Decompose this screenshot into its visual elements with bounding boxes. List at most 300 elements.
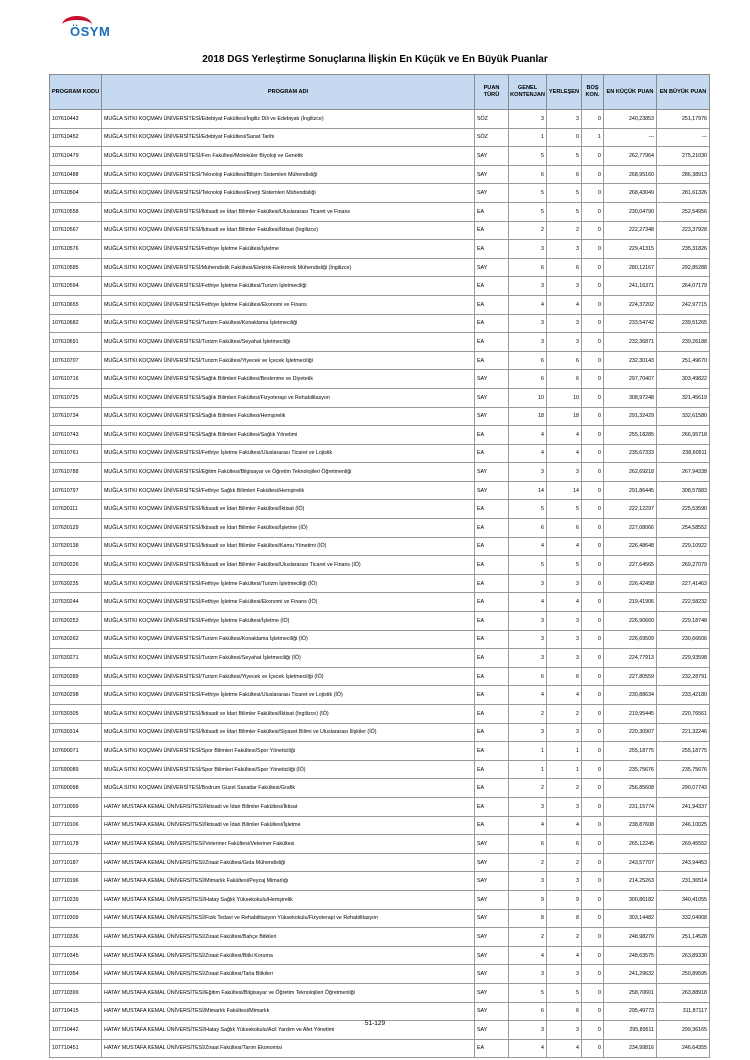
table-row	[50, 630, 710, 649]
quota-cell: 3	[509, 110, 547, 129]
max-score-cell: 235,75676	[657, 760, 710, 779]
score-type-cell: EA	[475, 760, 509, 779]
min-score-cell: 219,95445	[604, 705, 657, 724]
max-score-cell: 238,60511	[657, 444, 710, 463]
table-row	[50, 556, 710, 575]
empty-quota-cell: 0	[582, 909, 604, 928]
program-code-cell: 107630129	[50, 519, 102, 538]
min-score-cell: 291,32429	[604, 407, 657, 426]
table-row	[50, 165, 710, 184]
max-score-cell: 229,93598	[657, 649, 710, 668]
program-name-cell: HATAY MUSTAFA KEMAL ÜNİVERSİTESİ/Hatay Sağlık Yüksekokulu/Acil Yardım ve Afet Yönetimi	[102, 1021, 475, 1040]
max-score-cell: 229,10922	[657, 537, 710, 556]
score-type-cell: EA	[475, 816, 509, 835]
empty-quota-cell: 0	[582, 314, 604, 333]
quota-cell: 18	[509, 407, 547, 426]
program-name-cell: MUĞLA SITKI KOÇMAN ÜNİVERSİTESİ/Teknoloji Fakültesi/Bilişim Sistemleri Mühendisliği	[102, 165, 475, 184]
empty-quota-cell: 0	[582, 556, 604, 575]
max-score-cell: 321,45619	[657, 388, 710, 407]
col-yerlesen: YERLEŞEN	[547, 75, 582, 110]
quota-cell: 3	[509, 1021, 547, 1040]
max-score-cell: 292,85288	[657, 258, 710, 277]
program-name-cell: HATAY MUSTAFA KEMAL ÜNİVERSİTESİ/Ziraat Fakültesi/Tarım Ekonomisi	[102, 1039, 475, 1058]
placed-cell: 3	[547, 277, 582, 296]
placed-cell: 3	[547, 797, 582, 816]
placed-cell: 3	[547, 574, 582, 593]
min-score-cell: 235,67333	[604, 444, 657, 463]
min-score-cell: 224,77913	[604, 649, 657, 668]
program-code-cell: 107710106	[50, 816, 102, 835]
quota-cell: 4	[509, 816, 547, 835]
placed-cell: 3	[547, 649, 582, 668]
osym-logo: ÖSYM	[70, 24, 111, 39]
program-code-cell: 107630226	[50, 556, 102, 575]
max-score-cell: 251,17976	[657, 110, 710, 129]
program-code-cell: 107610691	[50, 333, 102, 352]
table-row	[50, 705, 710, 724]
placed-cell: 3	[547, 630, 582, 649]
placed-cell: 8	[547, 909, 582, 928]
quota-cell: 3	[509, 630, 547, 649]
program-code-cell: 107630298	[50, 686, 102, 705]
max-score-cell: 246,10025	[657, 816, 710, 835]
program-code-cell: 107710336	[50, 928, 102, 947]
score-type-cell: SAY	[475, 928, 509, 947]
program-name-cell: MUĞLA SITKI KOÇMAN ÜNİVERSİTESİ/Edebiyat Fakültesi/Sanat Tarihi	[102, 128, 475, 147]
program-name-cell: MUĞLA SITKI KOÇMAN ÜNİVERSİTESİ/Fethiye İşletme Fakültesi/Ekonomi ve Finans (İÖ)	[102, 593, 475, 612]
placed-cell: 6	[547, 165, 582, 184]
table-row	[50, 816, 710, 835]
empty-quota-cell: 0	[582, 110, 604, 129]
placed-cell: 5	[547, 184, 582, 203]
max-score-cell: 290,07743	[657, 779, 710, 798]
table-row	[50, 853, 710, 872]
min-score-cell: 241,29632	[604, 965, 657, 984]
empty-quota-cell: 0	[582, 593, 604, 612]
empty-quota-cell: 0	[582, 426, 604, 445]
empty-quota-cell: 0	[582, 779, 604, 798]
program-name-cell: MUĞLA SITKI KOÇMAN ÜNİVERSİTESİ/Spor Bilimleri Fakültesi/Spor Yöneticiliği (İÖ)	[102, 760, 475, 779]
program-code-cell: 107610594	[50, 277, 102, 296]
min-score-cell: 295,49773	[604, 1002, 657, 1021]
program-name-cell: MUĞLA SITKI KOÇMAN ÜNİVERSİTESİ/Fethiye İşletme Fakültesi/Uluslararası Ticaret ve Lojistik (İÖ)	[102, 686, 475, 705]
quota-cell: 6	[509, 1002, 547, 1021]
min-score-cell: 226,48648	[604, 537, 657, 556]
table-row	[50, 258, 710, 277]
min-score-cell: 232,36871	[604, 333, 657, 352]
table-row	[50, 147, 710, 166]
score-type-cell: SAY	[475, 165, 509, 184]
max-score-cell: 269,27079	[657, 556, 710, 575]
quota-cell: 6	[509, 351, 547, 370]
table-row	[50, 221, 710, 240]
placed-cell: 2	[547, 221, 582, 240]
program-code-cell: 107710399	[50, 983, 102, 1002]
placed-cell: 4	[547, 593, 582, 612]
max-score-cell: 266,95718	[657, 426, 710, 445]
quota-cell: 14	[509, 481, 547, 500]
table-row	[50, 370, 710, 389]
program-name-cell: HATAY MUSTAFA KEMAL ÜNİVERSİTESİ/Ziraat Fakültesi/Tarla Bitkileri	[102, 965, 475, 984]
max-score-cell: 220,76561	[657, 705, 710, 724]
score-type-cell: SAY	[475, 463, 509, 482]
min-score-cell: 227,08066	[604, 519, 657, 538]
empty-quota-cell: 0	[582, 444, 604, 463]
program-name-cell: HATAY MUSTAFA KEMAL ÜNİVERSİTESİ/Eğitim Fakültesi/Bilgisayar ve Öğretim Teknolojileri Öğretmenliği	[102, 983, 475, 1002]
table-row	[50, 426, 710, 445]
program-name-cell: MUĞLA SITKI KOÇMAN ÜNİVERSİTESİ/Teknoloji Fakültesi/Enerji Sistemleri Mühendisliği	[102, 184, 475, 203]
max-score-cell: 275,21030	[657, 147, 710, 166]
min-score-cell: 222,12297	[604, 500, 657, 519]
program-name-cell: MUĞLA SITKI KOÇMAN ÜNİVERSİTESİ/Fethiye Sağlık Bilimleri Fakültesi/Hemşirelik	[102, 481, 475, 500]
quota-cell: 1	[509, 742, 547, 761]
score-type-cell: SAY	[475, 909, 509, 928]
score-type-cell: SAY	[475, 407, 509, 426]
placed-cell: 3	[547, 965, 582, 984]
score-type-cell: EA	[475, 667, 509, 686]
program-code-cell: 107710415	[50, 1002, 102, 1021]
max-score-cell: 223,37928	[657, 221, 710, 240]
program-code-cell: 107710187	[50, 853, 102, 872]
max-score-cell: 242,97715	[657, 295, 710, 314]
placed-cell: 4	[547, 295, 582, 314]
quota-cell: 5	[509, 184, 547, 203]
score-type-cell: EA	[475, 556, 509, 575]
program-code-cell: 107690089	[50, 760, 102, 779]
program-name-cell: MUĞLA SITKI KOÇMAN ÜNİVERSİTESİ/Sağlık Bilimleri Fakültesi/Sağlık Yönetimi	[102, 426, 475, 445]
program-name-cell: MUĞLA SITKI KOÇMAN ÜNİVERSİTESİ/Sağlık Bilimleri Fakültesi/Fizyoterapi ve Rehabilitasyon	[102, 388, 475, 407]
score-type-cell: SAY	[475, 388, 509, 407]
quota-cell: 6	[509, 667, 547, 686]
min-score-cell: 280,12167	[604, 258, 657, 277]
placed-cell: 4	[547, 946, 582, 965]
program-code-cell: 107610558	[50, 202, 102, 221]
quota-cell: 6	[509, 835, 547, 854]
empty-quota-cell: 0	[582, 147, 604, 166]
max-score-cell: 241,94337	[657, 797, 710, 816]
empty-quota-cell: 0	[582, 983, 604, 1002]
program-name-cell: MUĞLA SITKI KOÇMAN ÜNİVERSİTESİ/İktisadi ve İdari Bilimler Fakültesi/Siyaset Bilimi ve Uluslararası İlişkiler (İÖ)	[102, 723, 475, 742]
quota-cell: 8	[509, 909, 547, 928]
score-type-cell: SAY	[475, 946, 509, 965]
quota-cell: 6	[509, 519, 547, 538]
quota-cell: 3	[509, 240, 547, 259]
score-type-cell: EA	[475, 593, 509, 612]
min-score-cell: 224,37202	[604, 295, 657, 314]
score-type-cell: EA	[475, 202, 509, 221]
program-name-cell: MUĞLA SITKI KOÇMAN ÜNİVERSİTESİ/Fethiye İşletme Fakültesi/Turizm İşletmeciliği	[102, 277, 475, 296]
placed-cell: 3	[547, 110, 582, 129]
empty-quota-cell: 0	[582, 184, 604, 203]
min-score-cell: 227,64565	[604, 556, 657, 575]
empty-quota-cell: 0	[582, 797, 604, 816]
max-score-cell: 299,36165	[657, 1021, 710, 1040]
empty-quota-cell: 0	[582, 165, 604, 184]
score-type-cell: SAY	[475, 147, 509, 166]
empty-quota-cell: 0	[582, 574, 604, 593]
table-row	[50, 574, 710, 593]
program-name-cell: HATAY MUSTAFA KEMAL ÜNİVERSİTESİ/Hatay Sağlık Yüksekokulu/Hemşirelik	[102, 890, 475, 909]
program-code-cell: 107710196	[50, 872, 102, 891]
program-code-cell: 107630111	[50, 500, 102, 519]
empty-quota-cell: 0	[582, 835, 604, 854]
program-name-cell: MUĞLA SITKI KOÇMAN ÜNİVERSİTESİ/Fethiye İşletme Fakültesi/İşletme (İÖ)	[102, 612, 475, 631]
empty-quota-cell: 0	[582, 723, 604, 742]
program-code-cell: 107610788	[50, 463, 102, 482]
score-type-cell: SÖZ	[475, 110, 509, 129]
score-type-cell: SAY	[475, 965, 509, 984]
max-score-cell: 235,31826	[657, 240, 710, 259]
program-code-cell: 107630235	[50, 574, 102, 593]
max-score-cell: 251,49670	[657, 351, 710, 370]
program-name-cell: MUĞLA SITKI KOÇMAN ÜNİVERSİTESİ/Sağlık Bilimleri Fakültesi/Beslenme ve Diyetetik	[102, 370, 475, 389]
quota-cell: 3	[509, 649, 547, 668]
table-row	[50, 277, 710, 296]
placed-cell: 10	[547, 388, 582, 407]
program-name-cell: MUĞLA SITKI KOÇMAN ÜNİVERSİTESİ/Turizm Fakültesi/Seyahat İşletmeciliği (İÖ)	[102, 649, 475, 668]
min-score-cell: 268,43049	[604, 184, 657, 203]
score-type-cell: EA	[475, 574, 509, 593]
min-score-cell: 233,54742	[604, 314, 657, 333]
table-row	[50, 835, 710, 854]
score-type-cell: EA	[475, 221, 509, 240]
program-code-cell: 107630271	[50, 649, 102, 668]
table-row	[50, 481, 710, 500]
quota-cell: 5	[509, 147, 547, 166]
max-score-cell: 286,38913	[657, 165, 710, 184]
empty-quota-cell: 0	[582, 500, 604, 519]
placed-cell: 2	[547, 705, 582, 724]
placed-cell: 0	[547, 128, 582, 147]
table-row	[50, 407, 710, 426]
min-score-cell: 241,16371	[604, 277, 657, 296]
program-name-cell: MUĞLA SITKI KOÇMAN ÜNİVERSİTESİ/İktisadi ve İdari Bilimler Fakültesi/İktisat (İngilizce)	[102, 221, 475, 240]
program-name-cell: MUĞLA SITKI KOÇMAN ÜNİVERSİTESİ/Fen Fakültesi/Moleküler Biyoloji ve Genetik	[102, 147, 475, 166]
table-row	[50, 909, 710, 928]
score-type-cell: EA	[475, 519, 509, 538]
empty-quota-cell: 0	[582, 370, 604, 389]
min-score-cell: 265,12245	[604, 835, 657, 854]
table-row	[50, 333, 710, 352]
min-score-cell: 219,41906	[604, 593, 657, 612]
quota-cell: 3	[509, 333, 547, 352]
score-type-cell: EA	[475, 426, 509, 445]
empty-quota-cell: 0	[582, 1002, 604, 1021]
table-row	[50, 872, 710, 891]
score-type-cell: SAY	[475, 853, 509, 872]
col-bos-kon: BOŞ KON.	[582, 75, 604, 110]
table-row	[50, 593, 710, 612]
program-code-cell: 107630305	[50, 705, 102, 724]
quota-cell: 1	[509, 128, 547, 147]
quota-cell: 4	[509, 295, 547, 314]
table-row	[50, 667, 710, 686]
empty-quota-cell: 0	[582, 519, 604, 538]
quota-cell: 6	[509, 258, 547, 277]
program-name-cell: HATAY MUSTAFA KEMAL ÜNİVERSİTESİ/İktisadi ve İdari Bilimler Fakültesi/İktisat	[102, 797, 475, 816]
score-type-cell: EA	[475, 500, 509, 519]
placed-cell: 2	[547, 928, 582, 947]
score-type-cell: EA	[475, 537, 509, 556]
quota-cell: 6	[509, 165, 547, 184]
score-type-cell: SAY	[475, 481, 509, 500]
quota-cell: 2	[509, 853, 547, 872]
placed-cell: 5	[547, 556, 582, 575]
placed-cell: 1	[547, 760, 582, 779]
max-score-cell: 311,87117	[657, 1002, 710, 1021]
table-row	[50, 760, 710, 779]
quota-cell: 3	[509, 314, 547, 333]
program-name-cell: MUĞLA SITKI KOÇMAN ÜNİVERSİTESİ/Eğitim Fakültesi/Bilgisayar ve Öğretim Teknolojileri Öğretmenliği	[102, 463, 475, 482]
max-score-cell: 263,88918	[657, 983, 710, 1002]
max-score-cell: 250,89595	[657, 965, 710, 984]
table-row	[50, 110, 710, 129]
table-row	[50, 965, 710, 984]
min-score-cell: 230,88634	[604, 686, 657, 705]
program-code-cell: 107610682	[50, 314, 102, 333]
score-type-cell: EA	[475, 277, 509, 296]
empty-quota-cell: 0	[582, 686, 604, 705]
empty-quota-cell: 0	[582, 258, 604, 277]
max-score-cell: 308,57883	[657, 481, 710, 500]
min-score-cell: 229,41315	[604, 240, 657, 259]
quota-cell: 4	[509, 686, 547, 705]
col-en-buyuk-puan: EN BÜYÜK PUAN	[657, 75, 710, 110]
program-name-cell: MUĞLA SITKI KOÇMAN ÜNİVERSİTESİ/Fethiye İşletme Fakültesi/Uluslararası Ticaret ve Lojistik	[102, 444, 475, 463]
table-row	[50, 128, 710, 147]
table-row	[50, 295, 710, 314]
program-name-cell: HATAY MUSTAFA KEMAL ÜNİVERSİTESİ/Veteriner Fakültesi/Veteriner Fakültesi	[102, 835, 475, 854]
program-name-cell: MUĞLA SITKI KOÇMAN ÜNİVERSİTESİ/Sağlık Bilimleri Fakültesi/Hemşirelik	[102, 407, 475, 426]
scores-table	[49, 74, 710, 1058]
max-score-cell: 229,18748	[657, 612, 710, 631]
max-score-cell: 225,53590	[657, 500, 710, 519]
min-score-cell: 303,14482	[604, 909, 657, 928]
program-code-cell: 107610743	[50, 426, 102, 445]
empty-quota-cell: 0	[582, 463, 604, 482]
program-name-cell: MUĞLA SITKI KOÇMAN ÜNİVERSİTESİ/İktisadi ve İdari Bilimler Fakültesi/İktisat (İngilizce) (İÖ)	[102, 705, 475, 724]
table-row	[50, 946, 710, 965]
min-score-cell: 230,04790	[604, 202, 657, 221]
min-score-cell: 227,80559	[604, 667, 657, 686]
placed-cell: 18	[547, 407, 582, 426]
quota-cell: 5	[509, 202, 547, 221]
program-code-cell: 107610707	[50, 351, 102, 370]
program-name-cell: MUĞLA SITKI KOÇMAN ÜNİVERSİTESİ/Turizm Fakültesi/Konaklama İşletmeciliği	[102, 314, 475, 333]
empty-quota-cell: 0	[582, 1039, 604, 1058]
program-code-cell: 107710178	[50, 835, 102, 854]
placed-cell: 5	[547, 983, 582, 1002]
quota-cell: 1	[509, 760, 547, 779]
table-row	[50, 890, 710, 909]
program-code-cell: 107630138	[50, 537, 102, 556]
empty-quota-cell: 0	[582, 872, 604, 891]
program-code-cell: 107710354	[50, 965, 102, 984]
table-row	[50, 742, 710, 761]
program-code-cell: 107710345	[50, 946, 102, 965]
score-type-cell: SAY	[475, 983, 509, 1002]
max-score-cell: 246,64355	[657, 1039, 710, 1058]
min-score-cell: 297,70407	[604, 370, 657, 389]
placed-cell: 4	[547, 686, 582, 705]
empty-quota-cell: 0	[582, 742, 604, 761]
program-name-cell: MUĞLA SITKI KOÇMAN ÜNİVERSİTESİ/Bodrum Güzel Sanatlar Fakültesi/Grafik	[102, 779, 475, 798]
min-score-cell: 226,42458	[604, 574, 657, 593]
table-row	[50, 240, 710, 259]
table-row	[50, 928, 710, 947]
max-score-cell: 332,04908	[657, 909, 710, 928]
col-genel-kontenjan: GENEL KONTENJAN	[509, 75, 547, 110]
score-type-cell: EA	[475, 686, 509, 705]
score-type-cell: EA	[475, 705, 509, 724]
table-row	[50, 314, 710, 333]
program-code-cell: 107610716	[50, 370, 102, 389]
program-name-cell: MUĞLA SITKI KOÇMAN ÜNİVERSİTESİ/Turizm Fakültesi/Seyahat İşletmeciliği	[102, 333, 475, 352]
quota-cell: 3	[509, 463, 547, 482]
quota-cell: 4	[509, 426, 547, 445]
quota-cell: 4	[509, 537, 547, 556]
min-score-cell: 235,75676	[604, 760, 657, 779]
min-score-cell: 258,70601	[604, 983, 657, 1002]
empty-quota-cell: 0	[582, 649, 604, 668]
min-score-cell: 226,90660	[604, 612, 657, 631]
max-score-cell: 239,26188	[657, 333, 710, 352]
placed-cell: 14	[547, 481, 582, 500]
placed-cell: 6	[547, 1002, 582, 1021]
quota-cell: 4	[509, 444, 547, 463]
empty-quota-cell: 0	[582, 221, 604, 240]
page-title: 2018 DGS Yerleştirme Sonuçlarına İlişkin En Küçük ve En Büyük Puanlar	[202, 54, 548, 65]
placed-cell: 6	[547, 519, 582, 538]
table-row	[50, 500, 710, 519]
program-code-cell: 107610567	[50, 221, 102, 240]
min-score-cell: 262,77964	[604, 147, 657, 166]
placed-cell: 5	[547, 500, 582, 519]
table-row	[50, 983, 710, 1002]
max-score-cell: 252,54956	[657, 202, 710, 221]
min-score-cell: ---	[604, 128, 657, 147]
score-type-cell: EA	[475, 444, 509, 463]
table-row	[50, 519, 710, 538]
quota-cell: 3	[509, 723, 547, 742]
placed-cell: 3	[547, 1021, 582, 1040]
min-score-cell: 234,99816	[604, 1039, 657, 1058]
quota-cell: 2	[509, 779, 547, 798]
score-type-cell: EA	[475, 295, 509, 314]
empty-quota-cell: 0	[582, 928, 604, 947]
placed-cell: 3	[547, 723, 582, 742]
quota-cell: 4	[509, 593, 547, 612]
program-name-cell: MUĞLA SITKI KOÇMAN ÜNİVERSİTESİ/Spor Bilimleri Fakültesi/Spor Yöneticiliği	[102, 742, 475, 761]
program-name-cell: MUĞLA SITKI KOÇMAN ÜNİVERSİTESİ/Mühendislik Fakültesi/Elektrik-Elektronik Mühendisliği (İngilizce)	[102, 258, 475, 277]
min-score-cell: 308,97248	[604, 388, 657, 407]
score-type-cell: EA	[475, 630, 509, 649]
placed-cell: 4	[547, 426, 582, 445]
empty-quota-cell: 0	[582, 481, 604, 500]
empty-quota-cell: 0	[582, 295, 604, 314]
program-code-cell: 107610655	[50, 295, 102, 314]
score-type-cell: EA	[475, 649, 509, 668]
max-score-cell: 254,58552	[657, 519, 710, 538]
min-score-cell: 268,95160	[604, 165, 657, 184]
program-code-cell: 107710099	[50, 797, 102, 816]
empty-quota-cell: 0	[582, 407, 604, 426]
program-name-cell: MUĞLA SITKI KOÇMAN ÜNİVERSİTESİ/İktisadi ve İdari Bilimler Fakültesi/İşletme (İÖ)	[102, 519, 475, 538]
program-code-cell: 107630314	[50, 723, 102, 742]
quota-cell: 2	[509, 928, 547, 947]
max-score-cell: 233,42180	[657, 686, 710, 705]
program-name-cell: MUĞLA SITKI KOÇMAN ÜNİVERSİTESİ/İktisadi ve İdari Bilimler Fakültesi/Uluslararası Ticaret ve Finans (İÖ)	[102, 556, 475, 575]
